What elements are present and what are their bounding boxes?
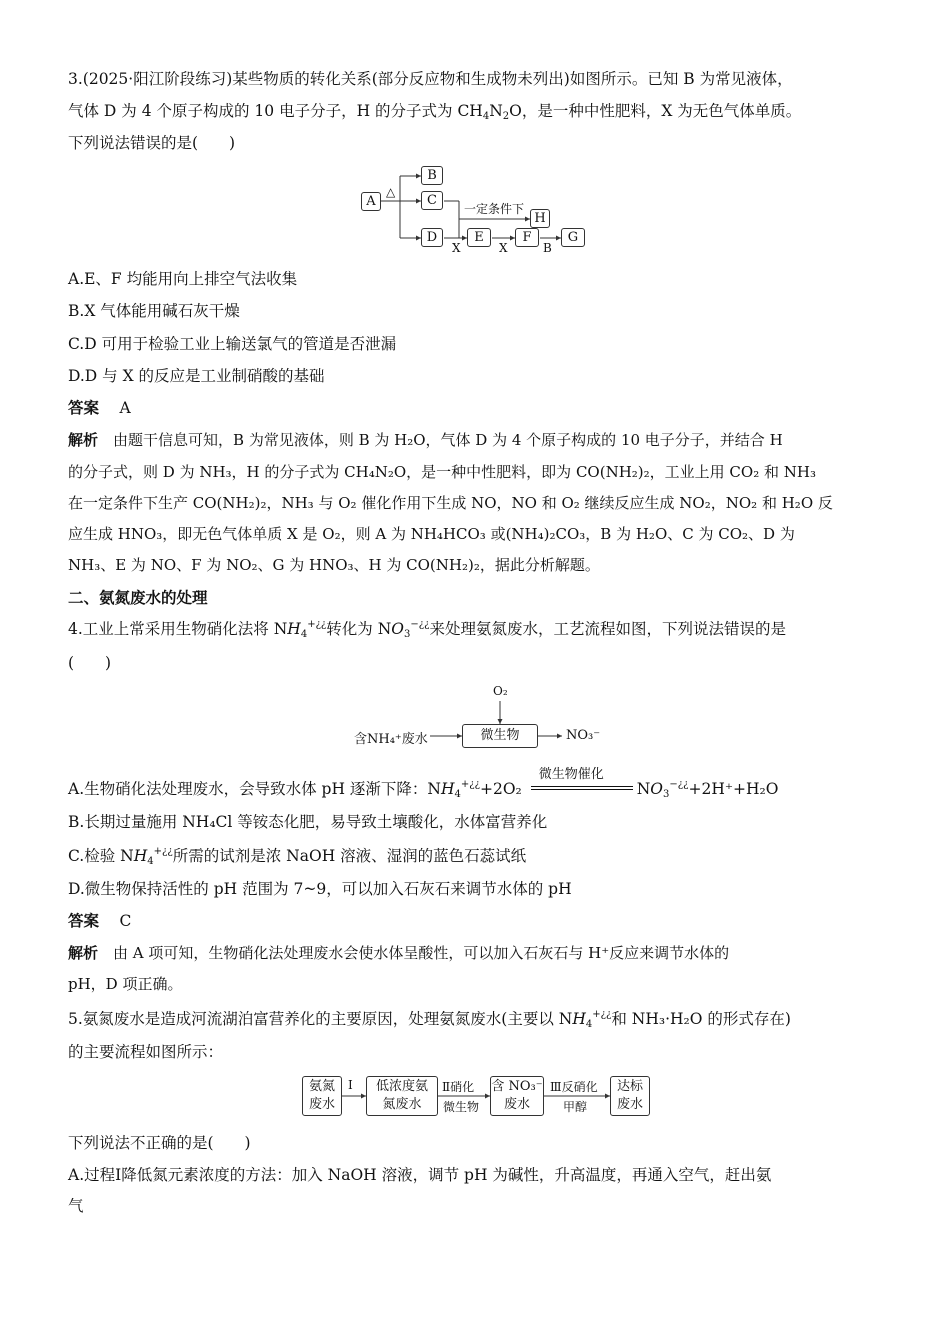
q5-stem-line1: 5.氨氮废水是造成河流湖泊富营养化的主要原因，处理氨氮废水(主要以 $NH_4^{+¿¿}$和 NH₃·H₂O 的形式存在) xyxy=(68,1009,791,1030)
q5-stem-line2: 的主要流程如图所示： xyxy=(68,1043,224,1061)
q5-diagram xyxy=(300,1074,652,1118)
q3-option-b: B.X 气体能用碱石灰干燥 xyxy=(68,302,240,320)
q4-option-b: B.长期过量施用 NH₄Cl 等铵态化肥，易导致土壤酸化，水体富营养化 xyxy=(68,813,548,831)
q3-option-c: C.D 可用于检验工业上输送氯气的管道是否泄漏 xyxy=(68,335,397,353)
q3-analysis-line4: 应生成 HNO₃，即无色气体单质 X 是 O₂，则 A 为 NH₄HCO₃ 或(NH₄)₂CO₃，B 为 H₂O、C 为 CO₂、D 为 xyxy=(68,525,795,543)
q3-option-a: A.E、F 均能用向上排空气法收集 xyxy=(68,270,298,288)
q4-answer: 答案 C xyxy=(68,911,132,930)
q3-option-d: D.D 与 X 的反应是工业制硝酸的基础 xyxy=(68,367,325,385)
q3-answer: 答案 A xyxy=(68,398,131,417)
flow-box-low-conc: 低浓度氨 氮废水 xyxy=(366,1076,438,1116)
q3-analysis-line1: 解析 由题干信息可知，B 为常见液体，则 B 为 H₂O，气体 D 为 4 个原子构成的 10 电子分子，并结合 H xyxy=(68,431,783,449)
node-f: F xyxy=(515,228,539,247)
node-h: H xyxy=(530,209,550,228)
q4-option-d: D.微生物保持活性的 pH 范围为 7~9，可以加入石灰石来调节水体的 pH xyxy=(68,880,572,898)
label-x2: X xyxy=(499,241,508,255)
q3-analysis-line5: NH₃、E 为 NO、F 为 NO₂、G 为 HNO₃、H 为 CO(NH₂)₂，据此分析解题。 xyxy=(68,556,600,574)
step3-agent: 甲醇 xyxy=(563,1100,588,1114)
q5-option-a-line1: A.过程Ⅰ降低氮元素浓度的方法：加入 NaOH 溶液，调节 pH 为碱性，升高温度，再通入空气，赶出氨 xyxy=(68,1166,772,1184)
catalysis-arrow xyxy=(527,767,637,800)
step3-label: Ⅲ反硝化 xyxy=(550,1080,598,1094)
q4-stem-line2: ( ) xyxy=(68,654,112,672)
label-x1: X xyxy=(452,241,461,255)
q3-analysis-line2: 的分子式，则 D 为 NH₃，H 的分子式为 CH₄N₂O，是一种中性肥料，即为 CO(NH₂)₂，工业上用 CO₂ 和 NH₃ xyxy=(68,463,816,481)
q5-option-a-line2: 气 xyxy=(68,1197,84,1215)
node-c: C xyxy=(421,191,443,210)
flow-box-compliant: 达标 废水 xyxy=(610,1076,650,1116)
catalysis-label: 微生物催化 xyxy=(538,767,604,782)
flow-box-nitrate: 含 NO₃⁻ 废水 xyxy=(490,1076,544,1116)
node-d: D xyxy=(421,228,443,247)
step1-label: Ⅰ xyxy=(348,1078,353,1092)
nitrate-label: NO₃⁻ xyxy=(566,728,601,743)
q4-analysis-line1: 解析 由 A 项可知，生物硝化法处理废水会使水体呈酸性，可以加入石灰石与 H⁺反应来调节水体的 xyxy=(68,944,730,962)
heat-symbol: △ xyxy=(386,185,396,199)
node-e: E xyxy=(467,228,491,247)
q5-stem-line3: 下列说法不正确的是( ) xyxy=(68,1134,251,1152)
q4-stem-line1: 4.工业上常采用生物硝化法将 $NH_4^{+¿¿}$转化为 $NO_3^{-¿¿}$来处理氨氮废水，工艺流程如图，下列说法错误的是 xyxy=(68,619,787,640)
q4-diagram xyxy=(350,684,610,754)
q4-option-a: A.生物硝化法处理废水，会导致水体 pH 逐渐下降：$NH_4^{+¿¿}+2O_2$ 微生物催化 $NO_3^{-¿¿}+2H^++H_2O$ xyxy=(68,778,778,800)
q3-diagram xyxy=(355,164,595,256)
step2-agent: 微生物 xyxy=(443,1100,480,1114)
section-heading: 二、氨氮废水的处理 xyxy=(68,588,208,607)
step2-label: Ⅱ硝化 xyxy=(442,1080,475,1094)
q4-analysis-line2: pH，D 项正确。 xyxy=(68,975,183,993)
q4-option-c: C.检验 $NH_4^{+¿¿}$所需的试剂是浓 NaOH 溶液、湿润的蓝色石蕊试纸 xyxy=(68,846,527,867)
flow-box-ammonia-wastewater: 氨氮 废水 xyxy=(302,1076,342,1116)
node-g: G xyxy=(561,228,585,247)
wastewater-label: 含NH₄⁺废水 xyxy=(354,732,428,747)
label-b: B xyxy=(543,241,552,255)
q3-stem-line2: 气体 D 为 4 个原子构成的 10 电子分子，H 的分子式为 $CH_4N_2O$，是一种中性肥料，X 为无色气体单质。 xyxy=(68,102,802,122)
o2-label: O₂ xyxy=(493,684,508,698)
condition-label: 一定条件下 xyxy=(464,202,525,216)
node-a: A xyxy=(361,192,381,211)
microbe-box: 微生物 xyxy=(462,724,538,748)
node-b: B xyxy=(421,166,443,185)
q3-stem-line1: 3.(2025·阳江阶段练习)某些物质的转化关系(部分反应物和生成物未列出)如图所示。已知 B 为常见液体， xyxy=(68,70,793,88)
q3-stem-line3: 下列说法错误的是( ) xyxy=(68,134,236,152)
q3-analysis-line3: 在一定条件下生产 CO(NH₂)₂，NH₃ 与 O₂ 催化作用下生成 NO，NO 和 O₂ 继续反应生成 NO₂，NO₂ 和 H₂O 反 xyxy=(68,494,833,512)
